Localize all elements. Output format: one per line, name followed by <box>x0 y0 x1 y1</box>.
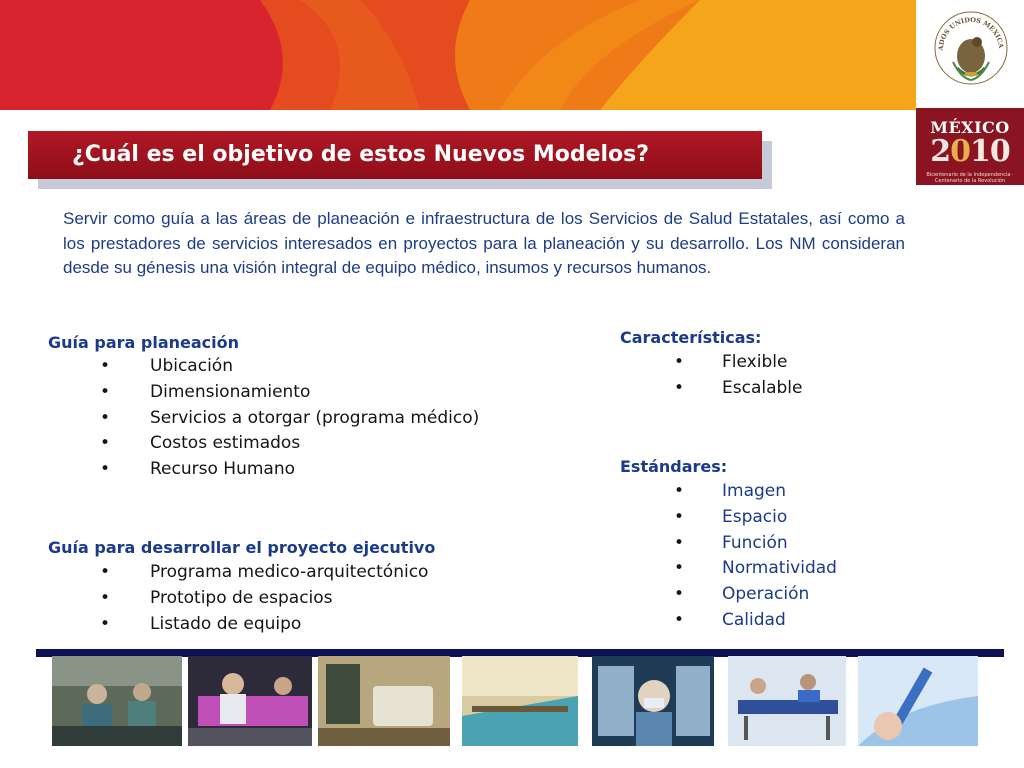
stretcher-transport-photo <box>728 656 846 746</box>
list-item: • Espacio <box>674 506 788 527</box>
xray-surgeon-photo <box>592 656 714 746</box>
patient-care-photo <box>188 656 312 746</box>
list-item: • Flexible <box>674 352 788 372</box>
mexico-2010-logo <box>916 108 1024 185</box>
title-bar <box>28 131 762 179</box>
list-item: • Dimensionamiento <box>100 381 311 402</box>
intro-paragraph: Servir como guía a las áreas de planeación e infraestructura de los Servicios de Salud Estatales, así como a los prestadores de servicios interesados en proyectos para la planeación y su desarrollo. Los NM consideran desde su génesis una visión integral de equipo médico, insumos y recursos humanos. <box>63 209 905 277</box>
list-item: • Servicios a otorgar (programa médico) <box>100 407 480 428</box>
heading-proyecto-ejecutivo: Guía para desarrollar el proyecto ejecutivo <box>48 538 436 557</box>
list-item: • Operación <box>674 584 810 605</box>
slide-title: ¿Cuál es el objetivo de estos Nuevos Modelos? <box>72 142 650 167</box>
hospital-room-photo <box>462 656 578 746</box>
list-item: • Ubicación <box>100 356 233 376</box>
mexico-word: MÉXICO <box>930 118 1010 137</box>
bicentenario-tagline: Bicentenario de la Independencia · Centenario de la Revolución <box>926 172 1014 184</box>
clinic-corridor-photo <box>318 656 450 746</box>
list-item: • Recurso Humano <box>100 459 295 480</box>
list-item: • Costos estimados <box>100 433 301 454</box>
heading-estandares: Estándares: <box>620 457 728 476</box>
list-item: • Prototipo de espacios <box>100 587 333 608</box>
heading-caracteristicas: Características: <box>620 328 762 347</box>
year-2010: 2010 <box>930 134 1010 169</box>
list-item: • Normatividad <box>674 558 837 579</box>
list-estandares <box>672 479 972 634</box>
seal-text: ADOS UNIDOS MEXICA <box>936 15 1006 51</box>
list-item: • Función <box>674 532 788 553</box>
operating-room-photo <box>52 656 182 746</box>
list-item: • Imagen <box>674 481 787 501</box>
header-banner <box>0 0 916 110</box>
list-item: • Programa medico-arquitectónico <box>100 562 429 582</box>
list-caracteristicas <box>672 350 972 402</box>
list-planeacion <box>98 354 502 483</box>
heading-planeacion: Guía para planeación <box>48 333 240 352</box>
list-proyecto-ejecutivo <box>98 560 518 637</box>
list-item: • Escalable <box>674 377 803 398</box>
list-item: • Listado de equipo <box>100 613 302 634</box>
mexico-seal-logo <box>931 6 1011 92</box>
syringe-test-tube-photo <box>858 656 978 746</box>
list-item: • Calidad <box>674 609 786 630</box>
